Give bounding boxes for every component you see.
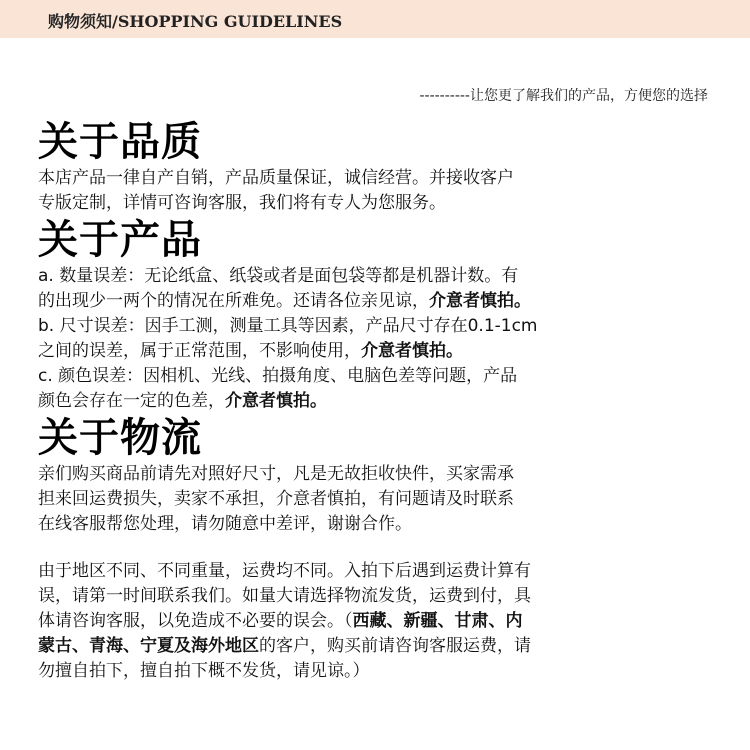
caution-text: 介意者慎拍。	[361, 341, 463, 361]
product-line	[38, 389, 718, 414]
product-line	[38, 289, 718, 314]
product-line: b. 尺寸误差：因手工测，测量工具等因素，产品尺寸存在0.1-1cm	[38, 316, 538, 336]
logistics-line: 在线客服帮您处理，请勿随意中差评，谢谢合作。	[38, 514, 412, 534]
logistics-heading: 关于物流	[38, 415, 202, 461]
product-line	[38, 339, 718, 364]
region-text: 蒙古、青海、宁夏及海外地区	[38, 636, 259, 656]
header-bar	[0, 0, 750, 38]
shipping-line: 误，请第一时间联系我们。如量大请选择物流发货，运费到付，具	[38, 586, 531, 606]
caution-text: 介意者慎拍。	[429, 291, 531, 311]
quality-line: 专版定制，详情可咨询客服，我们将有专人为您服务。	[38, 193, 446, 213]
product-text: 颜色会存在一定的色差，	[38, 391, 225, 411]
shipping-line: 由于地区不同、不同重量，运费均不同。入拍下后遇到运费计算有	[38, 561, 531, 581]
shipping-text: 体请咨询客服，以免造成不必要的误会。（	[38, 611, 353, 631]
quality-heading: 关于品质	[38, 119, 202, 165]
page-title: 购物须知/SHOPPING GUIDELINES	[48, 12, 343, 31]
tagline: ----------让您更了解我们的产品，方便您的选择	[419, 88, 708, 104]
product-text: 之间的误差，属于正常范围，不影响使用，	[38, 341, 361, 361]
logistics-line: 担来回运费损失，卖家不承担，介意者慎拍，有问题请及时联系	[38, 489, 514, 509]
shipping-line: 勿擅自拍下，擅自拍下概不发货，请见谅。）	[38, 661, 370, 681]
shipping-text: 的客户，购买前请咨询客服运费，请	[259, 636, 531, 656]
shipping-line	[38, 609, 718, 634]
shipping-line	[38, 634, 718, 659]
region-text: 西藏、新疆、甘肃、内	[352, 611, 523, 631]
guidelines-content	[38, 118, 718, 684]
logistics-line: 亲们购买商品前请先对照好尺寸，凡是无故拒收快件，买家需承	[38, 464, 514, 484]
quality-line: 本店产品一律自产自销，产品质量保证，诚信经营。并接收客户	[38, 168, 514, 188]
product-line: c. 颜色误差：因相机、光线、拍摄角度、电脑色差等问题，产品	[38, 366, 518, 386]
product-line: a. 数量误差：无论纸盒、纸袋或者是面包袋等都是机器计数。有	[38, 266, 519, 286]
product-heading: 关于产品	[38, 217, 202, 263]
product-text: 的出现少一两个的情况在所难免。还请各位亲见谅，	[38, 291, 429, 311]
paragraph-gap	[38, 537, 718, 559]
caution-text: 介意者慎拍。	[225, 391, 327, 411]
